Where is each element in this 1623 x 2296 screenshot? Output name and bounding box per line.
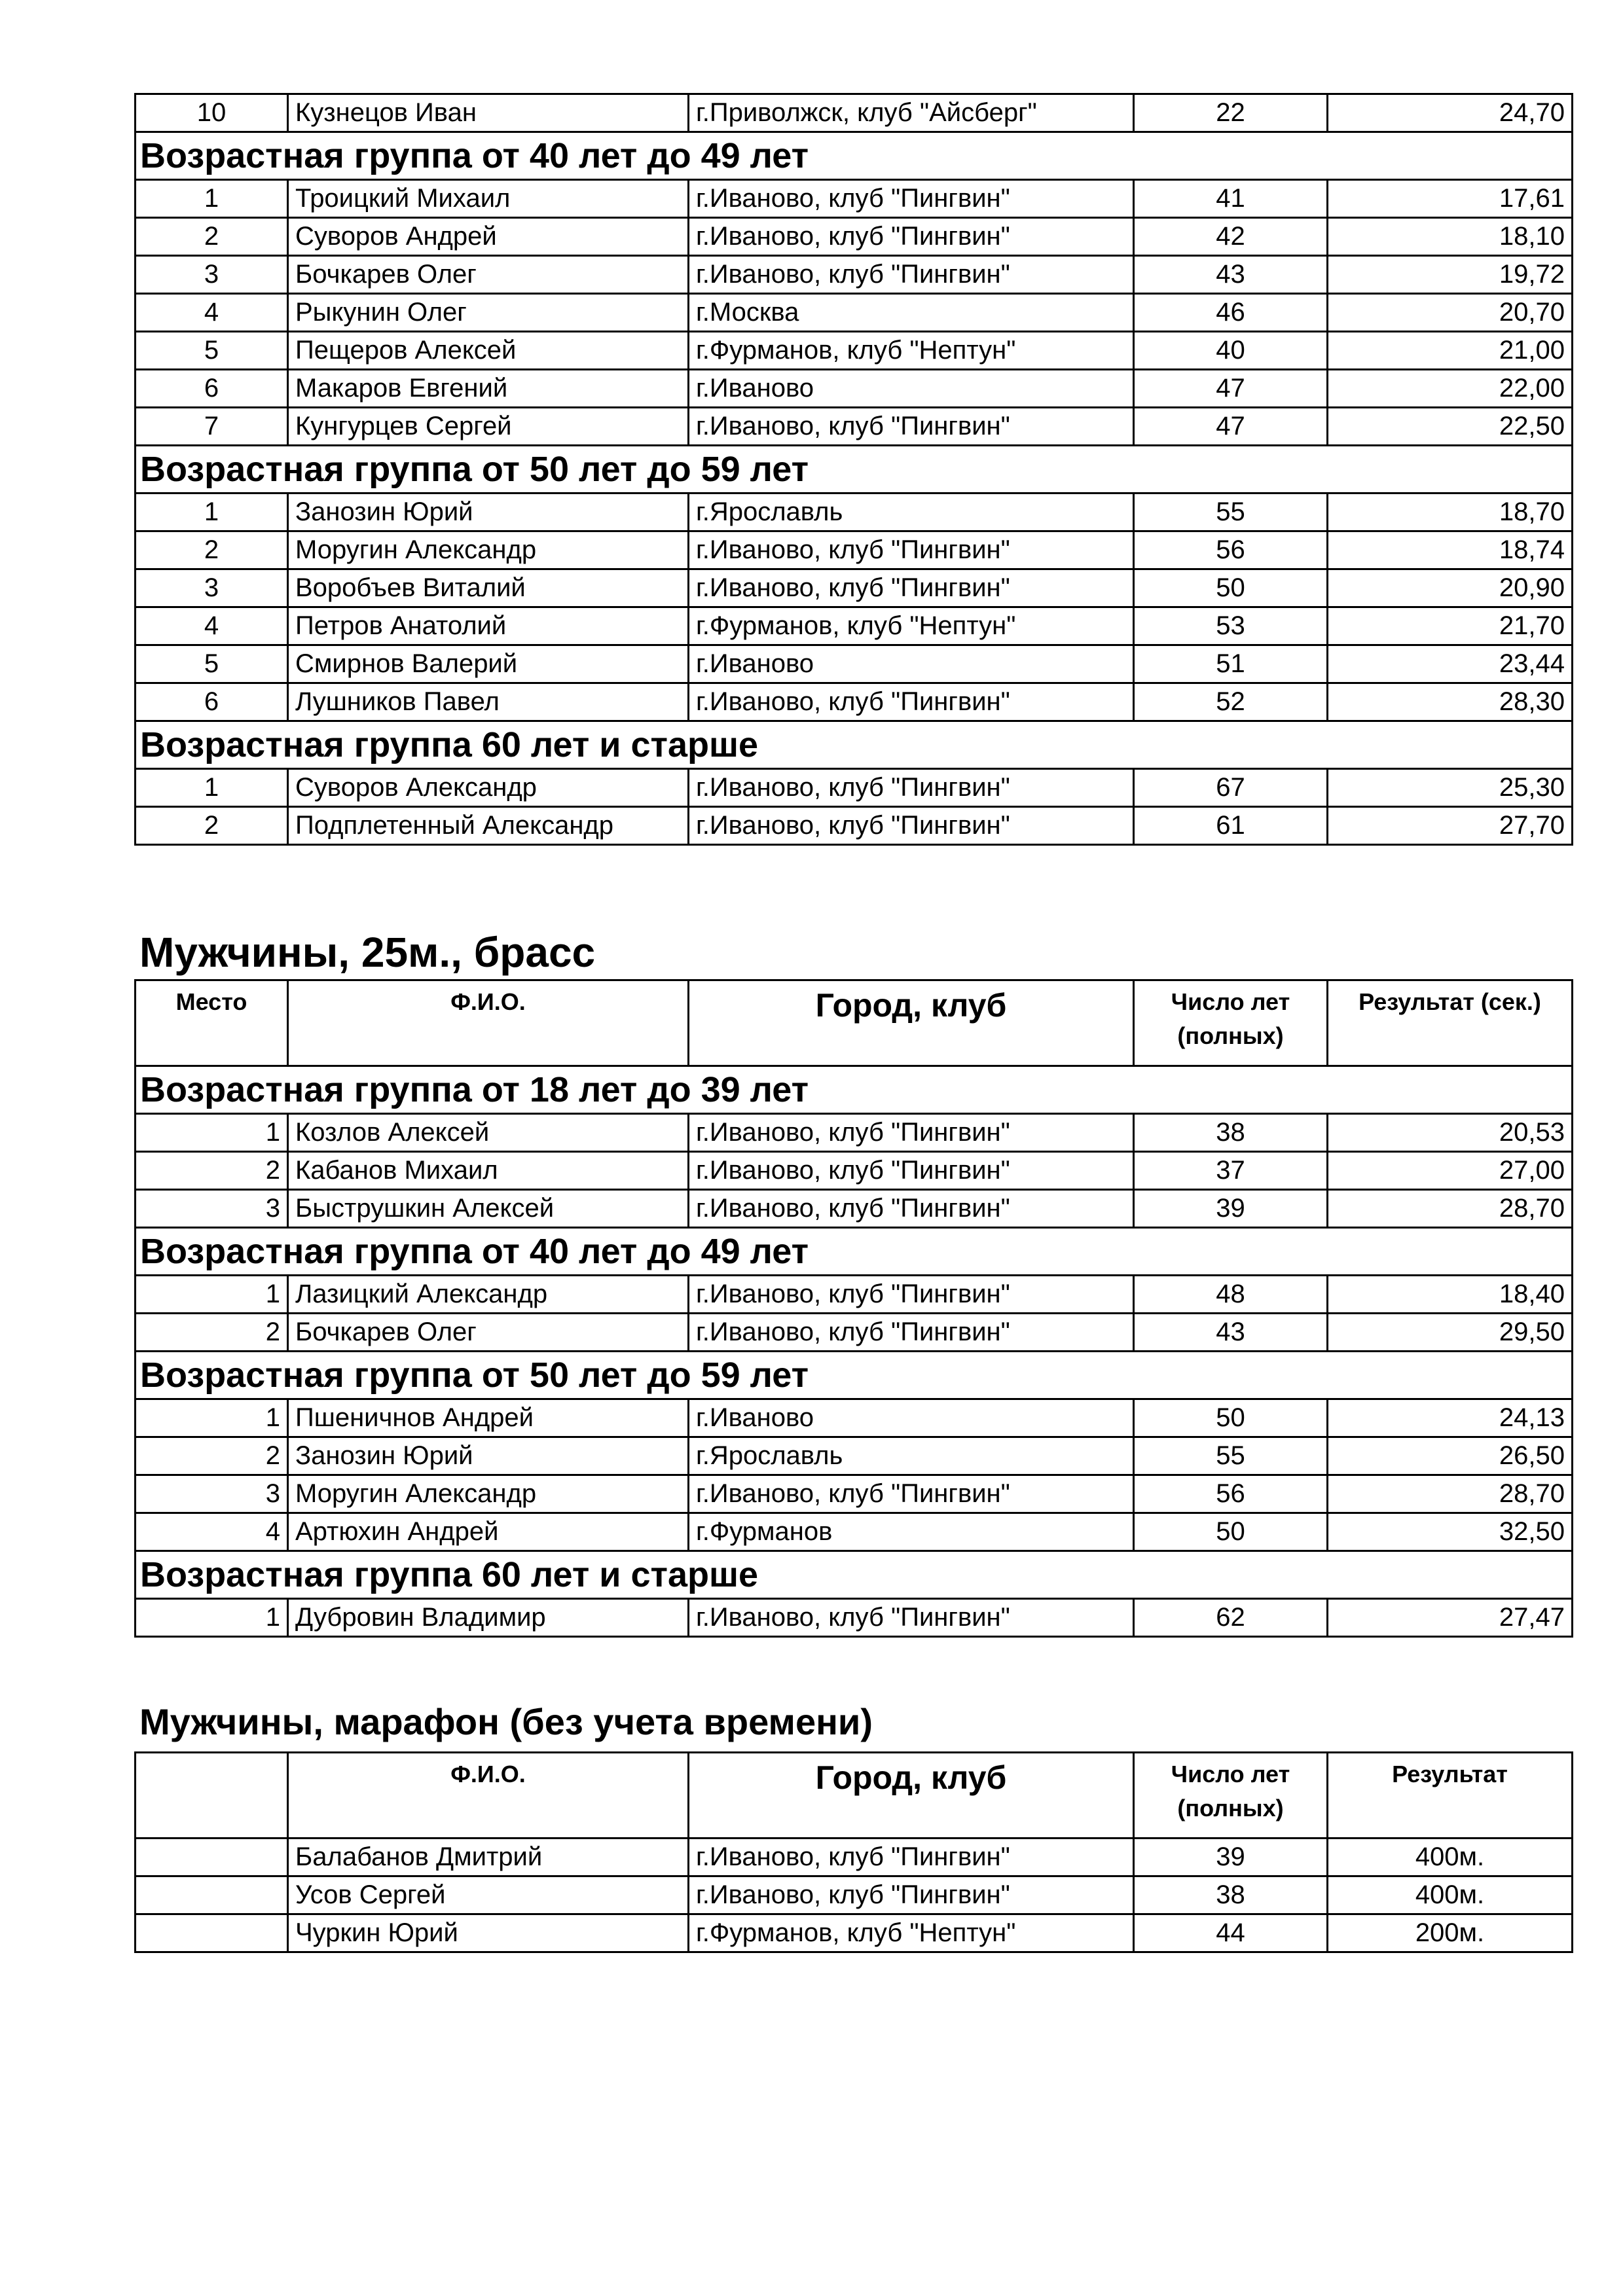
result-cell: 18,40	[1328, 1276, 1573, 1314]
result-cell: 20,53	[1328, 1114, 1573, 1152]
place-cell: 2	[136, 218, 288, 256]
age-cell: 67	[1134, 769, 1328, 807]
place-cell: 4	[136, 294, 288, 332]
age-cell: 43	[1134, 1314, 1328, 1352]
age-cell: 47	[1134, 370, 1328, 408]
age-cell: 37	[1134, 1152, 1328, 1190]
name-cell: Лазицкий Александр	[288, 1276, 689, 1314]
result-cell: 17,61	[1328, 180, 1573, 218]
age-group-row	[136, 1352, 1573, 1399]
result-cell: 22,50	[1328, 408, 1573, 446]
table-row	[136, 645, 1573, 683]
result-cell: 20,90	[1328, 569, 1573, 607]
place-cell: 6	[136, 683, 288, 721]
age-group-title: Возрастная группа от 40 лет до 49 лет	[136, 132, 1573, 180]
table-row	[136, 1513, 1573, 1551]
city-cell: г.Ярославль	[689, 1437, 1134, 1475]
age-cell: 39	[1134, 1839, 1328, 1876]
header-age	[1134, 1753, 1328, 1839]
age-group-row	[136, 1066, 1573, 1114]
name-cell: Моругин Александр	[288, 1475, 689, 1513]
header-age-line1: Число лет	[1171, 1761, 1290, 1787]
city-cell: г.Иваново, клуб "Пингвин"	[689, 1475, 1134, 1513]
result-cell: 19,72	[1328, 256, 1573, 294]
city-cell: г.Фурманов, клуб "Нептун"	[689, 332, 1134, 370]
place-cell: 2	[136, 1152, 288, 1190]
place-cell: 10	[136, 94, 288, 132]
city-cell: г.Иваново, клуб "Пингвин"	[689, 218, 1134, 256]
result-cell: 28,70	[1328, 1190, 1573, 1228]
place-cell: 1	[136, 180, 288, 218]
age-cell: 22	[1134, 94, 1328, 132]
name-cell: Занозин Юрий	[288, 493, 689, 531]
table-header-row	[136, 980, 1573, 1066]
result-cell: 400м.	[1328, 1876, 1573, 1914]
table-row	[136, 1190, 1573, 1228]
table-row	[136, 370, 1573, 408]
age-group-title: Возрастная группа 60 лет и старше	[136, 1551, 1573, 1599]
result-cell: 18,70	[1328, 493, 1573, 531]
age-group-title: Возрастная группа от 40 лет до 49 лет	[136, 1228, 1573, 1276]
table-row	[136, 1599, 1573, 1637]
age-cell: 44	[1134, 1914, 1328, 1952]
place-cell: 1	[136, 1599, 288, 1637]
results-table-breaststroke	[134, 979, 1573, 1638]
table-row	[136, 256, 1573, 294]
place-cell	[136, 1839, 288, 1876]
city-cell: г.Иваново, клуб "Пингвин"	[689, 1839, 1134, 1876]
age-group-row	[136, 132, 1573, 180]
age-cell: 47	[1134, 408, 1328, 446]
result-cell: 29,50	[1328, 1314, 1573, 1352]
place-cell: 3	[136, 1475, 288, 1513]
city-cell: г.Иваново	[689, 645, 1134, 683]
city-cell: г.Иваново, клуб "Пингвин"	[689, 180, 1134, 218]
city-cell: г.Иваново, клуб "Пингвин"	[689, 1152, 1134, 1190]
name-cell: Моругин Александр	[288, 531, 689, 569]
place-cell: 7	[136, 408, 288, 446]
city-cell: г.Иваново, клуб "Пингвин"	[689, 1599, 1134, 1637]
name-cell: Троицкий Михаил	[288, 180, 689, 218]
results-table-body	[136, 980, 1573, 1637]
header-age-line2: (полных)	[1177, 1022, 1284, 1049]
name-cell: Кунгурцев Сергей	[288, 408, 689, 446]
place-cell: 3	[136, 256, 288, 294]
results-table-body	[136, 1753, 1573, 1952]
city-cell: г.Иваново, клуб "Пингвин"	[689, 531, 1134, 569]
table-row	[136, 1114, 1573, 1152]
city-cell: г.Иваново	[689, 370, 1134, 408]
header-place: Место	[136, 980, 288, 1066]
result-cell: 18,10	[1328, 218, 1573, 256]
result-cell: 21,00	[1328, 332, 1573, 370]
name-cell: Петров Анатолий	[288, 607, 689, 645]
result-cell: 32,50	[1328, 1513, 1573, 1551]
age-cell: 41	[1134, 180, 1328, 218]
result-cell: 27,70	[1328, 807, 1573, 845]
place-cell	[136, 1876, 288, 1914]
age-cell: 51	[1134, 645, 1328, 683]
city-cell: г.Иваново, клуб "Пингвин"	[689, 1314, 1134, 1352]
place-cell: 4	[136, 1513, 288, 1551]
name-cell: Быструшкин Алексей	[288, 1190, 689, 1228]
city-cell: г.Иваново, клуб "Пингвин"	[689, 769, 1134, 807]
city-cell: г.Иваново	[689, 1399, 1134, 1437]
result-cell: 24,13	[1328, 1399, 1573, 1437]
age-group-row	[136, 446, 1573, 493]
name-cell: Усов Сергей	[288, 1876, 689, 1914]
place-cell: 5	[136, 645, 288, 683]
place-cell: 2	[136, 1437, 288, 1475]
age-cell: 40	[1134, 332, 1328, 370]
city-cell: г.Иваново, клуб "Пингвин"	[689, 1276, 1134, 1314]
result-cell: 200м.	[1328, 1914, 1573, 1952]
age-cell: 38	[1134, 1876, 1328, 1914]
result-cell: 18,74	[1328, 531, 1573, 569]
age-cell: 50	[1134, 1513, 1328, 1551]
place-cell: 2	[136, 1314, 288, 1352]
age-cell: 55	[1134, 493, 1328, 531]
name-cell: Лушников Павел	[288, 683, 689, 721]
results-table-marathon	[134, 1751, 1573, 1953]
table-row	[136, 1437, 1573, 1475]
table-row	[136, 1152, 1573, 1190]
result-cell: 25,30	[1328, 769, 1573, 807]
table-row	[136, 569, 1573, 607]
result-cell: 28,70	[1328, 1475, 1573, 1513]
result-cell: 27,00	[1328, 1152, 1573, 1190]
city-cell: г.Иваново, клуб "Пингвин"	[689, 807, 1134, 845]
table-row	[136, 1475, 1573, 1513]
place-cell: 2	[136, 531, 288, 569]
header-result: Результат	[1328, 1753, 1573, 1839]
name-cell: Занозин Юрий	[288, 1437, 689, 1475]
header-age-line2: (полных)	[1177, 1795, 1284, 1821]
age-cell: 38	[1134, 1114, 1328, 1152]
name-cell: Подплетенный Александр	[288, 807, 689, 845]
city-cell: г.Иваново, клуб "Пингвин"	[689, 1190, 1134, 1228]
place-cell: 1	[136, 493, 288, 531]
city-cell: г.Иваново, клуб "Пингвин"	[689, 683, 1134, 721]
place-cell: 1	[136, 769, 288, 807]
table-row	[136, 1914, 1573, 1952]
result-cell: 21,70	[1328, 607, 1573, 645]
city-cell: г.Москва	[689, 294, 1134, 332]
age-cell: 46	[1134, 294, 1328, 332]
table-row	[136, 1876, 1573, 1914]
age-group-title: Возрастная группа от 50 лет до 59 лет	[136, 1352, 1573, 1399]
name-cell: Бочкарев Олег	[288, 256, 689, 294]
header-age-line1: Число лет	[1171, 988, 1290, 1015]
header-city: Город, клуб	[689, 1753, 1134, 1839]
table-row	[136, 94, 1573, 132]
result-cell: 20,70	[1328, 294, 1573, 332]
name-cell: Рыкунин Олег	[288, 294, 689, 332]
name-cell: Пещеров Алексей	[288, 332, 689, 370]
place-cell: 2	[136, 807, 288, 845]
table-row	[136, 769, 1573, 807]
table-row	[136, 1839, 1573, 1876]
table-row	[136, 1399, 1573, 1437]
result-cell: 22,00	[1328, 370, 1573, 408]
place-cell: 1	[136, 1399, 288, 1437]
results-table-body	[136, 94, 1573, 845]
name-cell: Пшеничнов Андрей	[288, 1399, 689, 1437]
age-cell: 62	[1134, 1599, 1328, 1637]
result-cell: 26,50	[1328, 1437, 1573, 1475]
header-name: Ф.И.О.	[288, 980, 689, 1066]
name-cell: Балабанов Дмитрий	[288, 1839, 689, 1876]
name-cell: Кузнецов Иван	[288, 94, 689, 132]
age-cell: 53	[1134, 607, 1328, 645]
place-cell	[136, 1914, 288, 1952]
section-title-breaststroke: Мужчины, 25м., брасс	[139, 929, 596, 976]
result-cell: 400м.	[1328, 1839, 1573, 1876]
name-cell: Воробъев Виталий	[288, 569, 689, 607]
city-cell: г.Иваново, клуб "Пингвин"	[689, 408, 1134, 446]
table-row	[136, 408, 1573, 446]
table-row	[136, 531, 1573, 569]
header-name: Ф.И.О.	[288, 1753, 689, 1839]
table-row	[136, 180, 1573, 218]
age-cell: 39	[1134, 1190, 1328, 1228]
age-group-row	[136, 1228, 1573, 1276]
age-cell: 52	[1134, 683, 1328, 721]
place-cell: 1	[136, 1114, 288, 1152]
city-cell: г.Иваново, клуб "Пингвин"	[689, 256, 1134, 294]
age-cell: 55	[1134, 1437, 1328, 1475]
city-cell: г.Фурманов	[689, 1513, 1134, 1551]
age-cell: 56	[1134, 1475, 1328, 1513]
section-title-marathon: Мужчины, марафон (без учета времени)	[139, 1701, 873, 1742]
name-cell: Суворов Александр	[288, 769, 689, 807]
place-cell: 5	[136, 332, 288, 370]
age-group-row	[136, 721, 1573, 769]
name-cell: Козлов Алексей	[288, 1114, 689, 1152]
place-cell: 4	[136, 607, 288, 645]
name-cell: Кабанов Михаил	[288, 1152, 689, 1190]
place-cell: 3	[136, 1190, 288, 1228]
age-cell: 56	[1134, 531, 1328, 569]
result-cell: 27,47	[1328, 1599, 1573, 1637]
table-header-row	[136, 1753, 1573, 1839]
age-group-title: Возрастная группа от 18 лет до 39 лет	[136, 1066, 1573, 1114]
name-cell: Макаров Евгений	[288, 370, 689, 408]
city-cell: г.Иваново, клуб "Пингвин"	[689, 569, 1134, 607]
age-cell: 48	[1134, 1276, 1328, 1314]
age-cell: 50	[1134, 569, 1328, 607]
age-cell: 43	[1134, 256, 1328, 294]
age-cell: 61	[1134, 807, 1328, 845]
age-cell: 50	[1134, 1399, 1328, 1437]
city-cell: г.Приволжск, клуб "Айсберг"	[689, 94, 1134, 132]
city-cell: г.Фурманов, клуб "Нептун"	[689, 607, 1134, 645]
result-cell: 23,44	[1328, 645, 1573, 683]
city-cell: г.Ярославль	[689, 493, 1134, 531]
city-cell: г.Фурманов, клуб "Нептун"	[689, 1914, 1134, 1952]
age-group-row	[136, 1551, 1573, 1599]
header-result: Результат (сек.)	[1328, 980, 1573, 1066]
table-row	[136, 1276, 1573, 1314]
city-cell: г.Иваново, клуб "Пингвин"	[689, 1876, 1134, 1914]
age-cell: 42	[1134, 218, 1328, 256]
table-row	[136, 332, 1573, 370]
header-place	[136, 1753, 288, 1839]
place-cell: 1	[136, 1276, 288, 1314]
table-row	[136, 607, 1573, 645]
header-city: Город, клуб	[689, 980, 1134, 1066]
name-cell: Смирнов Валерий	[288, 645, 689, 683]
table-row	[136, 218, 1573, 256]
table-row	[136, 493, 1573, 531]
table-row	[136, 294, 1573, 332]
header-age	[1134, 980, 1328, 1066]
name-cell: Дубровин Владимир	[288, 1599, 689, 1637]
age-group-title: Возрастная группа 60 лет и старше	[136, 721, 1573, 769]
name-cell: Артюхин Андрей	[288, 1513, 689, 1551]
name-cell: Чуркин Юрий	[288, 1914, 689, 1952]
city-cell: г.Иваново, клуб "Пингвин"	[689, 1114, 1134, 1152]
place-cell: 6	[136, 370, 288, 408]
table-row	[136, 683, 1573, 721]
name-cell: Суворов Андрей	[288, 218, 689, 256]
name-cell: Бочкарев Олег	[288, 1314, 689, 1352]
table-row	[136, 1314, 1573, 1352]
table-row	[136, 807, 1573, 845]
place-cell: 3	[136, 569, 288, 607]
result-cell: 28,30	[1328, 683, 1573, 721]
age-group-title: Возрастная группа от 50 лет до 59 лет	[136, 446, 1573, 493]
results-table-continued	[134, 93, 1573, 846]
result-cell: 24,70	[1328, 94, 1573, 132]
